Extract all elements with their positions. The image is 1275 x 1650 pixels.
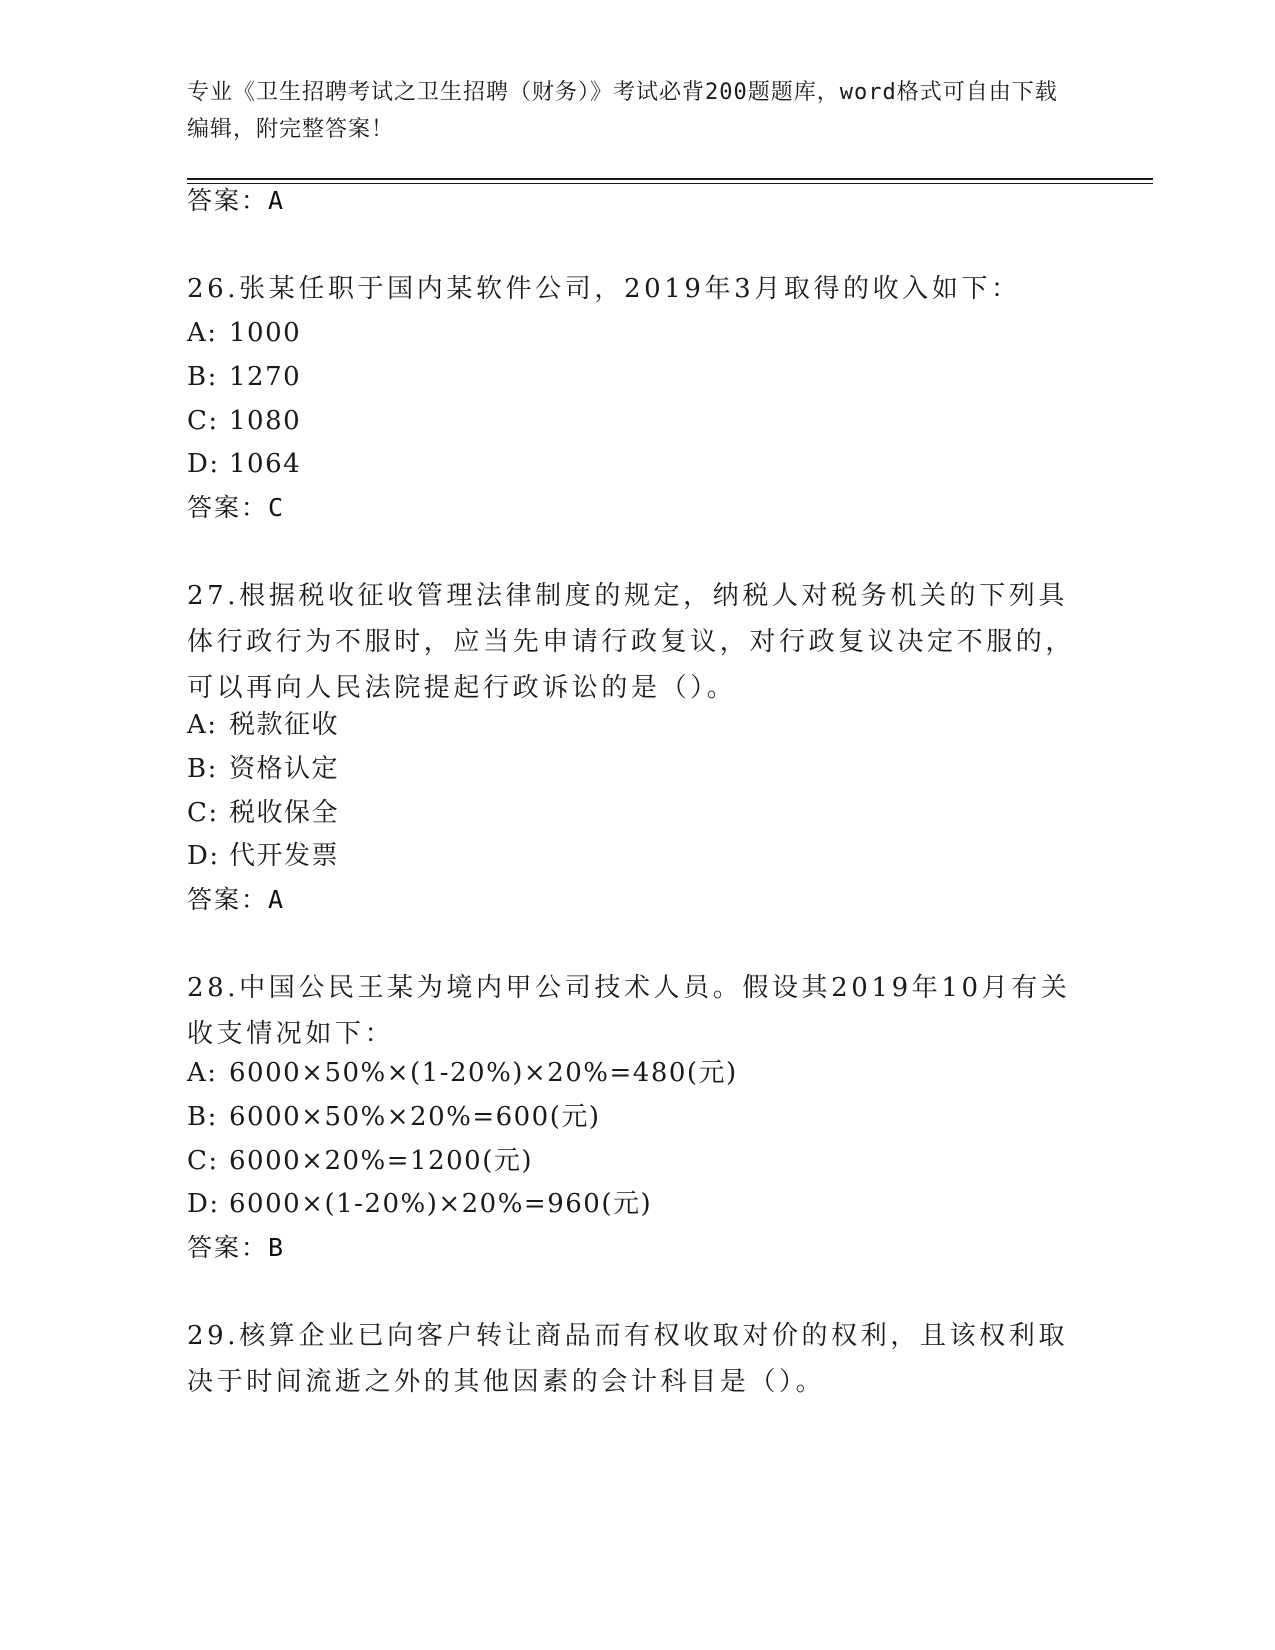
option-letter: B: <box>187 362 218 392</box>
option-text: 6000×50%×(1-20%)×20%=480(元) <box>229 1058 738 1088</box>
option-a <box>187 1057 738 1089</box>
answer-line: 答案：A <box>187 885 286 914</box>
option-d <box>187 840 339 872</box>
option-letter: B: <box>187 1102 218 1132</box>
option-letter: A: <box>187 318 218 348</box>
option-text: 1000 <box>229 318 302 348</box>
option-c <box>187 1145 533 1177</box>
question-stem: 28.中国公民王某为境内甲公司技术人员。假设其2019年10月有关收支情况如下： <box>187 973 1071 1049</box>
option-c <box>187 405 301 437</box>
question-stem: 26.张某任职于国内某软件公司，2019年3月取得的收入如下： <box>187 274 1021 304</box>
option-text: 税款征收 <box>229 710 340 740</box>
header-divider-thin <box>187 183 1153 184</box>
option-text: 税收保全 <box>229 798 340 828</box>
option-letter: C: <box>187 406 219 436</box>
option-letter: D: <box>187 841 220 871</box>
option-letter: A: <box>187 1058 218 1088</box>
option-letter: C: <box>187 798 219 828</box>
document-header: 专业《卫生招聘考试之卫生招聘（财务）》考试必背200题题库，word格式可自由下载编辑，附完整答案！ <box>187 80 1058 142</box>
question-stem: 29.核算企业已向客户转让商品而有权收取对价的权利，且该权利取决于时间流逝之外的其他因素的会计科目是（）。 <box>187 1321 1068 1397</box>
option-d <box>187 448 301 480</box>
answer-line: 答案：A <box>187 186 286 215</box>
option-text: 6000×50%×20%=600(元) <box>229 1102 601 1132</box>
option-text: 1064 <box>229 449 302 479</box>
option-letter: C: <box>187 1146 219 1176</box>
option-letter: A: <box>187 710 218 740</box>
answer-line: 答案：B <box>187 1233 286 1262</box>
option-text: 6000×20%=1200(元) <box>229 1146 533 1176</box>
option-b <box>187 753 339 785</box>
option-text: 资格认定 <box>229 754 340 784</box>
question-stem: 27.根据税收征收管理法律制度的规定，纳税人对税务机关的下列具体行政行为不服时，应当先申请行政复议，对行政复议决定不服的，可以再向人民法院提起行政诉讼的是（）。 <box>187 581 1076 703</box>
option-text: 1080 <box>229 406 302 436</box>
option-letter: D: <box>187 449 220 479</box>
option-letter: D: <box>187 1189 220 1219</box>
option-c <box>187 797 339 829</box>
option-text: 1270 <box>229 362 302 392</box>
option-b <box>187 361 301 393</box>
option-text: 代开发票 <box>229 841 340 871</box>
option-letter: B: <box>187 754 218 784</box>
option-d <box>187 1188 652 1220</box>
answer-line: 答案：C <box>187 493 286 522</box>
option-a <box>187 709 339 741</box>
header-divider-thick <box>187 178 1153 180</box>
option-b <box>187 1101 601 1133</box>
option-a <box>187 317 301 349</box>
option-text: 6000×(1-20%)×20%=960(元) <box>229 1189 653 1219</box>
